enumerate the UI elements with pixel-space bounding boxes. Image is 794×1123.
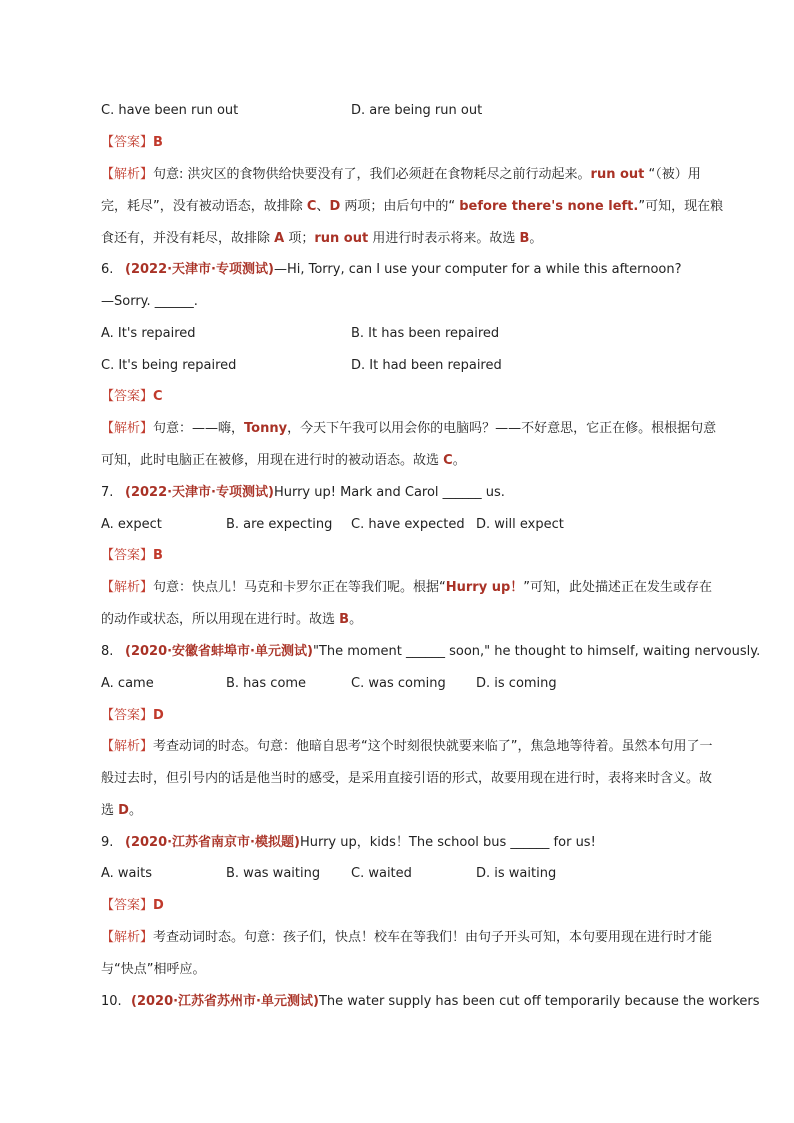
analysis-text — [101, 167, 723, 246]
question-number: 8. — [101, 644, 114, 659]
analysis-segment: 。 — [529, 231, 543, 246]
answer-label: 【答案】 — [101, 708, 154, 723]
q8-options — [101, 675, 724, 693]
answer-value: D — [153, 708, 164, 723]
q9-analysis — [101, 922, 724, 986]
question-number: 6. — [101, 262, 114, 277]
q6-option-b: B. It has been repaired — [351, 326, 500, 341]
q9-option-c: C. waited — [351, 866, 412, 881]
q6-option-a: A. It's repaired — [101, 326, 196, 341]
q6-option-d: D. It had been repaired — [351, 358, 502, 373]
q10-stem — [101, 993, 760, 1011]
q9-stem — [101, 834, 724, 852]
analysis-segment: 句意: 洪灾区的食物供给快要没有了，我们必须赶在食物耗尽之前行动起来。 — [153, 167, 591, 182]
analysis-label: 【解析】 — [101, 580, 154, 595]
question-source: (2022·天津市·专项测试) — [125, 485, 274, 500]
analysis-label: 【解析】 — [101, 739, 154, 754]
question-source: (2020·安徽省蚌埠市·单元测试) — [125, 644, 313, 659]
q8-analysis — [101, 731, 724, 827]
question-text: Hurry up! Mark and Carol ______ us. — [273, 485, 505, 500]
question-number: 9. — [101, 835, 114, 850]
answer-label: 【答案】 — [101, 389, 154, 404]
analysis-text — [101, 930, 712, 977]
question-source: (2020·江苏省苏州市·单元测试) — [131, 994, 319, 1009]
q8-answer — [101, 707, 724, 725]
analysis-text — [101, 739, 713, 818]
q5-answer — [101, 134, 724, 152]
analysis-label: 【解析】 — [101, 167, 154, 182]
analysis-highlight: Tonny — [244, 421, 288, 436]
analysis-text — [101, 421, 716, 468]
q9-option-b: B. was waiting — [226, 866, 321, 881]
analysis-segment: “（被）用完，耗尽”，没有被动语态，故排除 — [101, 167, 701, 214]
analysis-label: 【解析】 — [101, 421, 154, 436]
q8-option-d: D. is coming — [476, 676, 557, 691]
analysis-highlight: B — [339, 612, 350, 627]
analysis-highlight: before there's none left. — [459, 199, 639, 214]
answer-value: B — [153, 135, 163, 150]
q6-stem-2 — [101, 293, 724, 311]
analysis-segment: 考查动词的时态。句意：他暗自思考“这个时刻很快就要来临了”，焦急地等待着。虽然本句用了一般过去时，但引号内的话是他当时的感受，是采用直接引语的形式，故要用现在进行时，表将来时含义。故选 — [101, 739, 713, 818]
question-text: The water supply has been cut off temporarily because the workers — [318, 994, 760, 1009]
q6-answer — [101, 388, 724, 406]
analysis-highlight: C — [306, 199, 317, 214]
question-number: 7. — [101, 485, 114, 500]
analysis-segment: 句意：——嗨， — [153, 421, 245, 436]
analysis-highlight: D — [118, 803, 129, 818]
analysis-segment: ，今天下午我可以用会你的电脑吗？——不好意思，它正在修。根根据句意可知，此时电脑正在被修，用现在进行时的被动语态。故选 — [101, 421, 717, 468]
analysis-label: 【解析】 — [101, 930, 154, 945]
q9-option-a: A. waits — [101, 866, 153, 881]
q6-stem — [101, 261, 724, 279]
q5-analysis — [101, 159, 724, 255]
analysis-highlight: A — [274, 231, 285, 246]
answer-label: 【答案】 — [101, 548, 154, 563]
analysis-segment: ”可知，此处描述正在发生或存在的动作或状态，所以用现在进行时。故选 — [101, 580, 713, 627]
q9-options — [101, 865, 724, 883]
q9-answer — [101, 897, 724, 915]
analysis-segment: ”可知，现在粮食还有，并没有耗尽，故排除 — [101, 199, 724, 246]
question-text: —Sorry. ______. — [101, 294, 198, 309]
question-text: "The moment ______ soon," he thought to himself, waiting nervously. — [312, 644, 761, 659]
q5-option-c: C. have been run out — [101, 103, 239, 118]
q5-option-d: D. are being run out — [351, 103, 483, 118]
analysis-highlight: D — [329, 199, 341, 214]
q7-option-a: A. expect — [101, 517, 162, 532]
q8-option-b: B. has come — [226, 676, 307, 691]
analysis-highlight: B — [519, 231, 530, 246]
analysis-segment: 两项；由后句中的“ — [340, 199, 460, 214]
analysis-segment: 句意：快点儿！马克和卡罗尔正在等我们呢。根据“ — [153, 580, 446, 595]
analysis-highlight: C — [443, 453, 453, 468]
answer-value: D — [153, 898, 164, 913]
q7-option-d: D. will expect — [476, 517, 564, 532]
question-source: (2020·江苏省南京市·模拟题) — [125, 835, 300, 850]
question-source: (2022·天津市·专项测试) — [125, 262, 274, 277]
analysis-text — [101, 580, 712, 627]
analysis-segment: 。 — [349, 612, 363, 627]
q6-options-row2 — [101, 357, 724, 375]
analysis-highlight: run out — [590, 167, 645, 182]
q7-option-b: B. are expecting — [226, 517, 333, 532]
q5-options — [101, 102, 724, 120]
q9-option-d: D. is waiting — [476, 866, 557, 881]
q7-option-c: C. have expected — [351, 517, 465, 532]
q8-stem — [101, 643, 761, 661]
q6-options-row1 — [101, 325, 724, 343]
analysis-segment: 考查动词时态。句意：孩子们，快点！校车在等我们！由句子开头可知，本句要用现在进行时才能与“快点”相呼应。 — [101, 930, 713, 977]
q8-option-c: C. was coming — [351, 676, 446, 691]
question-number: 10. — [101, 994, 122, 1009]
q6-analysis — [101, 413, 724, 477]
analysis-highlight: run out — [314, 231, 369, 246]
analysis-segment: 。 — [128, 803, 142, 818]
question-text: Hurry up，kids！The school bus ______ for us! — [299, 835, 596, 850]
answer-value: B — [153, 548, 163, 563]
analysis-highlight: Hurry up！ — [445, 580, 524, 595]
analysis-segment: 项； — [284, 231, 315, 246]
q7-analysis — [101, 572, 724, 636]
q7-options — [101, 516, 724, 534]
analysis-segment: 。 — [452, 453, 466, 468]
analysis-segment: 、 — [316, 199, 330, 214]
answer-label: 【答案】 — [101, 135, 154, 150]
q7-answer — [101, 547, 724, 565]
question-text: —Hi, Torry, can I use your computer for a while this afternoon? — [273, 262, 682, 277]
answer-label: 【答案】 — [101, 898, 154, 913]
answer-value: C — [153, 389, 163, 404]
q8-option-a: A. came — [101, 676, 154, 691]
analysis-segment: 用进行时表示将来。故选 — [368, 231, 520, 246]
q7-stem — [101, 484, 724, 502]
q6-option-c: C. It's being repaired — [101, 358, 237, 373]
